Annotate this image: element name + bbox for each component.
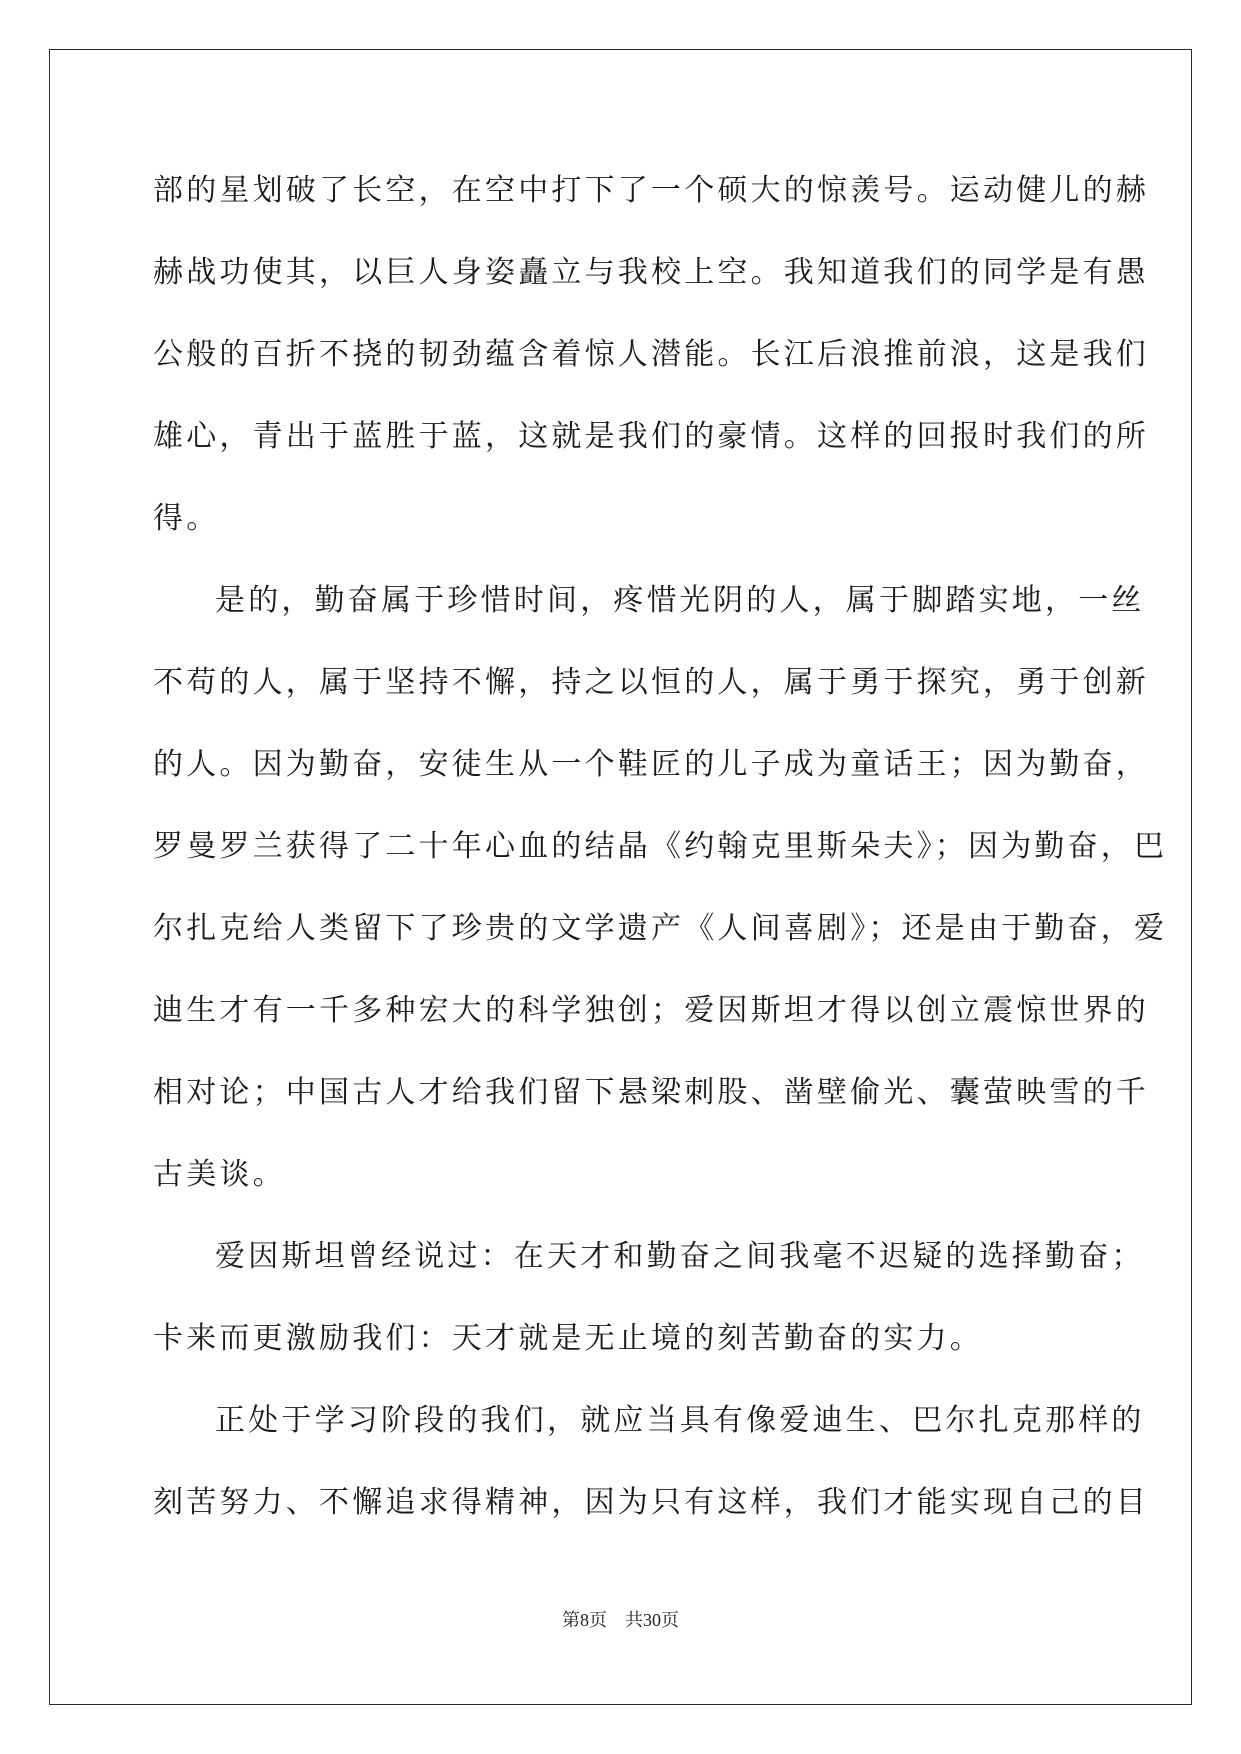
text-line: 公般的百折不挠的韧劲蕴含着惊人潜能。长江后浪推前浪，这是我们 [153, 337, 1149, 372]
document-body [153, 161, 1168, 1555]
page-footer [0, 1608, 1241, 1632]
text-line: 古美谈。 [153, 1157, 286, 1192]
text-line: 雄心，青出于蓝胜于蓝，这就是我们的豪情。这样的回报时我们的所 [153, 419, 1149, 454]
text-line: 卡来而更激励我们：天才就是无止境的刻苦勤奋的实力。 [153, 1321, 983, 1356]
text-line: 迪生才有一千多种宏大的科学独创；爱因斯坦才得以创立震惊世界的 [153, 993, 1149, 1028]
page-number: 第8页 [562, 1610, 607, 1630]
text-line: 正处于学习阶段的我们，就应当具有像爱迪生、巴尔扎克那样的 [215, 1403, 1145, 1438]
text-line: 得。 [153, 501, 220, 536]
text-line: 的人。因为勤奋，安徒生从一个鞋匠的儿子成为童话王；因为勤奋， [153, 747, 1149, 782]
page-total: 共30页 [625, 1610, 679, 1630]
text-line: 尔扎克给人类留下了珍贵的文学遗产《人间喜剧》；还是由于勤奋，爱 [153, 911, 1168, 946]
text-line: 相对论；中国古人才给我们留下悬梁刺股、凿壁偷光、囊萤映雪的千 [153, 1075, 1149, 1110]
text-line: 是的，勤奋属于珍惜时间，疼惜光阴的人，属于脚踏实地，一丝 [215, 583, 1145, 618]
text-line: 部的星划破了长空，在空中打下了一个硕大的惊羡号。运动健儿的赫 [153, 173, 1149, 208]
text-line: 爱因斯坦曾经说过：在天才和勤奋之间我毫不迟疑的选择勤奋； [215, 1239, 1145, 1274]
text-line: 不苟的人，属于坚持不懈，持之以恒的人，属于勇于探究，勇于创新 [153, 665, 1149, 700]
text-line: 罗曼罗兰获得了二十年心血的结晶《约翰克里斯朵夫》；因为勤奋，巴 [153, 829, 1168, 864]
text-line: 赫战功使其，以巨人身姿矗立与我校上空。我知道我们的同学是有愚 [153, 255, 1149, 290]
text-line: 刻苦努力、不懈追求得精神，因为只有这样，我们才能实现自己的目 [153, 1485, 1149, 1520]
